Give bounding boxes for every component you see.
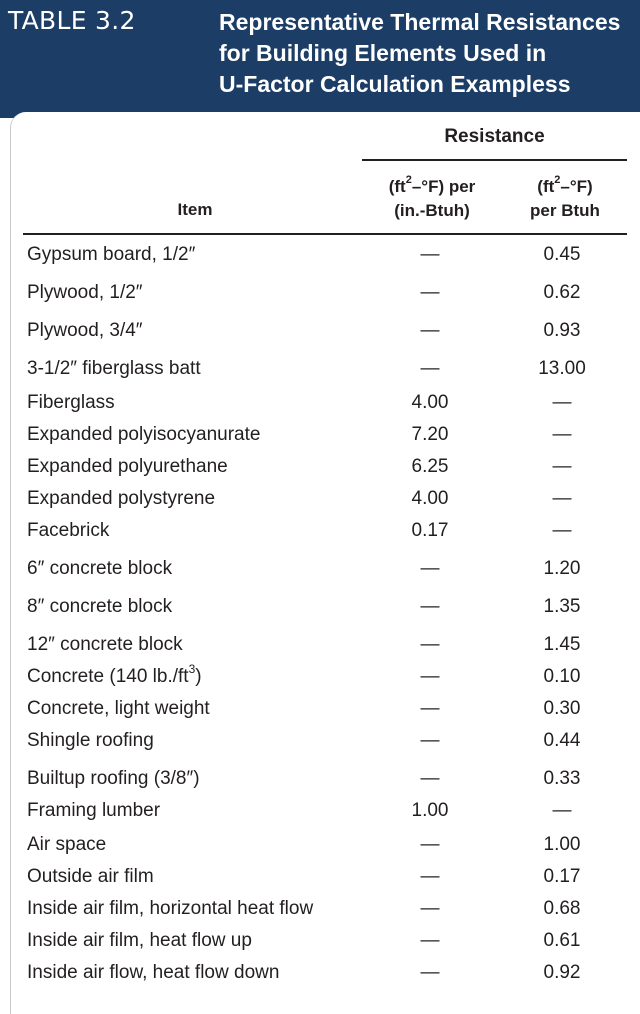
- item-cell: Facebrick: [27, 520, 110, 541]
- table-row: [0, 354, 640, 384]
- item-cell: 12″ concrete block: [27, 634, 183, 655]
- per-inch-cell: 4.00: [411, 488, 449, 509]
- table-row: [0, 240, 640, 270]
- table-row: [0, 926, 640, 956]
- per-inch-header-line1: $(ft^2-^\circ F)$ per: [388, 174, 476, 196]
- table-row: [0, 420, 640, 450]
- item-cell: 8″ concrete block: [27, 596, 173, 617]
- table-title-line: Representative Thermal Resistances: [219, 9, 621, 35]
- table-row: [0, 484, 640, 514]
- item-cell: Shingle roofing: [27, 730, 154, 751]
- table-row: [0, 958, 640, 988]
- total-cell: 1.45: [543, 634, 581, 655]
- total-cell: 0.30: [543, 698, 581, 719]
- total-cell: 13.00: [538, 358, 586, 379]
- item-cell: Concrete, light weight: [27, 698, 210, 719]
- total-column-header: [505, 175, 625, 223]
- table-row: [0, 388, 640, 418]
- per-inch-cell: —: [420, 244, 440, 265]
- table-row: [0, 830, 640, 860]
- per-inch-cell: —: [420, 558, 440, 579]
- table-row: [0, 316, 640, 346]
- per-inch-cell: —: [420, 282, 440, 303]
- per-inch-cell: —: [420, 768, 440, 789]
- total-cell: —: [552, 392, 572, 413]
- table-row: [0, 862, 640, 892]
- table-row: [0, 796, 640, 826]
- item-cell: Inside air film, heat flow up: [27, 930, 252, 951]
- item-cell: Outside air film: [27, 866, 154, 887]
- table-row: [0, 630, 640, 660]
- item-cell: Expanded polyurethane: [27, 456, 228, 477]
- per-inch-cell: 4.00: [411, 392, 449, 413]
- table-header-banner: [0, 0, 640, 118]
- per-inch-cell: —: [420, 596, 440, 617]
- table-title-line: for Building Elements Used in: [219, 40, 547, 66]
- total-cell: 0.92: [543, 962, 581, 983]
- total-cell: 0.93: [543, 320, 581, 341]
- per-inch-cell: —: [420, 930, 440, 951]
- table-row: [0, 554, 640, 584]
- per-inch-cell: —: [420, 962, 440, 983]
- total-cell: —: [552, 424, 572, 445]
- resistance-group-header: Resistance: [444, 126, 545, 147]
- per-inch-cell: 0.17: [411, 520, 449, 541]
- per-inch-column-header: [362, 175, 502, 223]
- total-cell: 0.68: [543, 898, 581, 919]
- item-cell: 3-1/2″ fiberglass batt: [27, 358, 201, 379]
- table-row: [0, 694, 640, 724]
- total-cell: —: [552, 488, 572, 509]
- item-cell: Expanded polyisocyanurate: [27, 424, 261, 445]
- item-cell: Plywood, 3/4″: [27, 320, 143, 341]
- item-cell: Fiberglass: [27, 392, 115, 413]
- total-cell: —: [552, 520, 572, 541]
- per-inch-header-line2: (in.-Btuh): [394, 201, 470, 220]
- item-cell: Concrete (140 $lb./ft^3$): [27, 661, 202, 687]
- table-row: [0, 662, 640, 692]
- total-cell: 0.10: [543, 666, 581, 687]
- total-cell: 1.00: [543, 834, 581, 855]
- item-cell: Gypsum board, 1/2″: [27, 244, 196, 265]
- total-cell: 0.44: [543, 730, 581, 751]
- per-inch-cell: —: [420, 358, 440, 379]
- total-cell: 0.17: [543, 866, 581, 887]
- item-cell: Air space: [27, 834, 107, 855]
- header-rule: [23, 233, 627, 235]
- per-inch-cell: —: [420, 898, 440, 919]
- per-inch-cell: —: [420, 320, 440, 341]
- item-cell: Inside air flow, heat flow down: [27, 962, 280, 983]
- item-cell: Builtup roofing (3/8″): [27, 768, 200, 789]
- item-cell: Inside air film, horizontal heat flow: [27, 898, 314, 919]
- table-row: [0, 516, 640, 546]
- table-row: [0, 726, 640, 756]
- table-row: [0, 894, 640, 924]
- per-inch-cell: —: [420, 666, 440, 687]
- table-title-line: U-Factor Calculation Exampless: [219, 71, 571, 97]
- item-cell: Plywood, 1/2″: [27, 282, 143, 303]
- item-cell: 6″ concrete block: [27, 558, 173, 579]
- table-row: [0, 452, 640, 482]
- total-cell: 0.62: [543, 282, 581, 303]
- table-row: [0, 278, 640, 308]
- table-number: TABLE 3.2: [8, 6, 136, 35]
- total-cell: 0.33: [543, 768, 581, 789]
- total-cell: —: [552, 456, 572, 477]
- total-header-line1: $(ft^2-^\circ F)$: [537, 174, 593, 196]
- table-title: [219, 7, 637, 100]
- total-cell: 1.20: [543, 558, 581, 579]
- per-inch-cell: —: [420, 634, 440, 655]
- per-inch-cell: 7.20: [411, 424, 449, 445]
- total-cell: 1.35: [543, 596, 581, 617]
- per-inch-cell: —: [420, 866, 440, 887]
- per-inch-cell: 1.00: [411, 800, 449, 821]
- item-cell: Expanded polystyrene: [27, 488, 216, 509]
- item-cell: Framing lumber: [27, 800, 161, 821]
- group-header-rule: [362, 159, 627, 161]
- table-row: [0, 592, 640, 622]
- total-header-line2: per Btuh: [530, 201, 600, 220]
- per-inch-cell: 6.25: [411, 456, 449, 477]
- total-cell: —: [552, 800, 572, 821]
- item-column-header: Item: [177, 200, 213, 219]
- total-cell: 0.45: [543, 244, 581, 265]
- per-inch-cell: —: [420, 730, 440, 751]
- per-inch-cell: —: [420, 698, 440, 719]
- per-inch-cell: —: [420, 834, 440, 855]
- total-cell: 0.61: [543, 930, 581, 951]
- table-row: [0, 764, 640, 794]
